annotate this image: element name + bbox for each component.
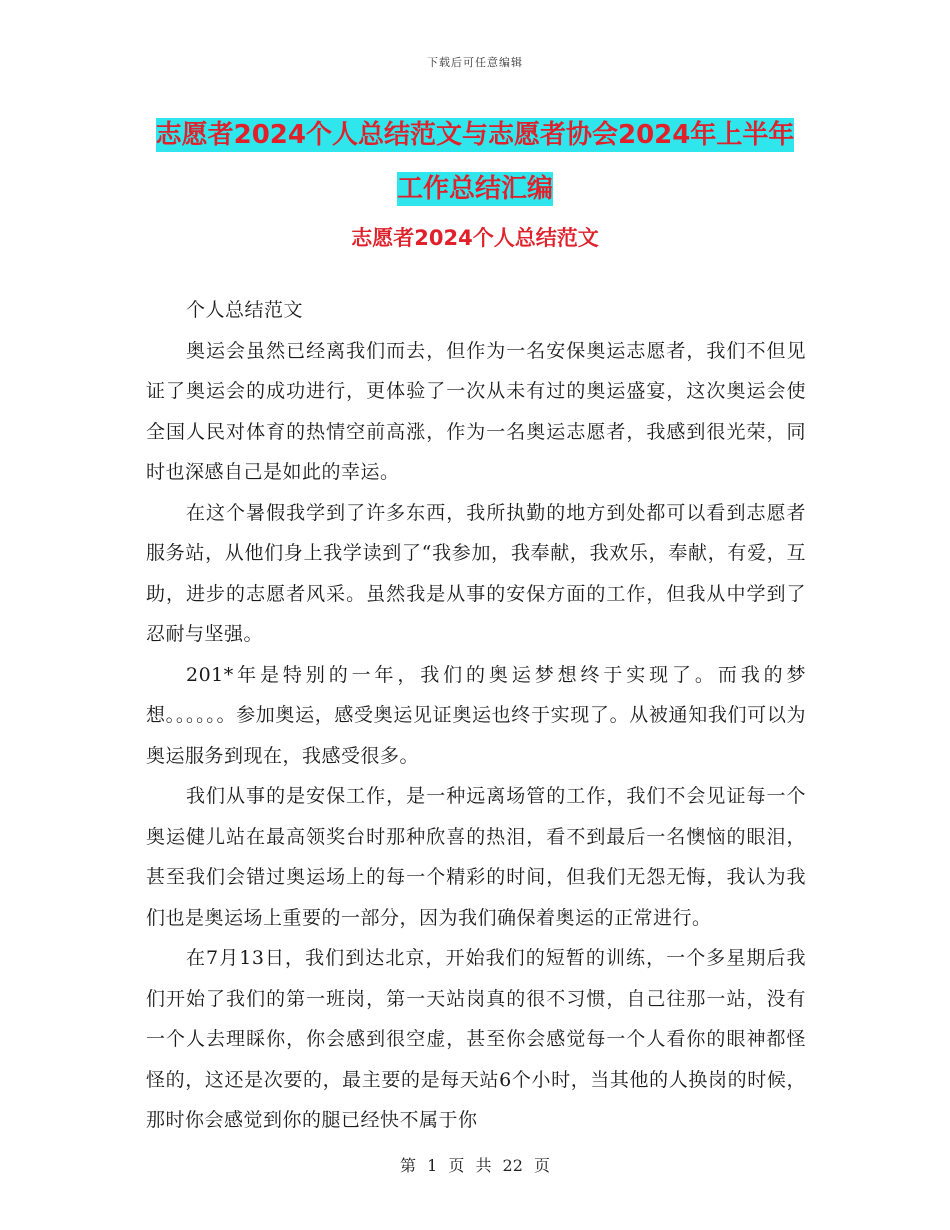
document-title — [150, 108, 800, 216]
page-footer: 第 1 页 共 22 页 — [400, 1156, 550, 1175]
document-body — [146, 290, 806, 1141]
paragraph: 奥运会虽然已经离我们而去，但作为一名安保奥运志愿者，我们不但见证了奥运会的成功进行，更体验了一次从未有过的奥运盛宴，这次奥运会使全国人民对体育的热情空前高涨，作为一名奥运志愿者，我感到很光荣，同时也深感自己是如此的幸运。 — [146, 339, 806, 483]
paragraph: 我们从事的是安保工作，是一种远离场管的工作，我们不会见证每一个奥运健儿站在最高领奖台时那种欣喜的热泪，看不到最后一名懊恼的眼泪，甚至我们会错过奥运场上的每一个精彩的时间，但我们无怨无悔，我认为我们也是奥运场上重要的一部分，因为我们确保着奥运的正常进行。 — [146, 785, 806, 929]
page-header: 下载后可任意编辑 — [427, 56, 523, 69]
paragraph: 201*年是特别的一年，我们的奥运梦想终于实现了。而我的梦想。。。。。。参加奥运，感受奥运见证奥运也终于实现了。从被通知我们可以为奥运服务到现在，我感受很多。 — [146, 663, 806, 767]
paragraph: 在7月13日，我们到达北京，开始我们的短暂的训练，一个多星期后我们开始了我们的第一班岗，第一天站岗真的很不习惯，自己往那一站，没有一个人去理睬你，你会感到很空虚，甚至你会感觉每一个人看你的眼神都怪怪的，这还是次要的，最主要的是每天站6个小时，当其他的人换岗的时候，那时你会感觉到你的腿已经快不属于你 — [146, 947, 806, 1131]
paragraph: 个人总结范文 — [186, 299, 304, 321]
section-title: 志愿者2024个人总结范文 — [351, 226, 599, 250]
paragraph: 在这个暑假我学到了许多东西，我所执勤的地方到处都可以看到志愿者服务站，从他们身上我学读到了“我参加，我奉献，我欢乐，奉献，有爱，互助，进步的志愿者风采。虽然我是从事的安保方面的工作，但我从中学到了忍耐与坚强。 — [146, 501, 806, 645]
document-title-text: 志愿者2024个人总结范文与志愿者协会2024年上半年工作总结汇编 — [155, 120, 795, 204]
